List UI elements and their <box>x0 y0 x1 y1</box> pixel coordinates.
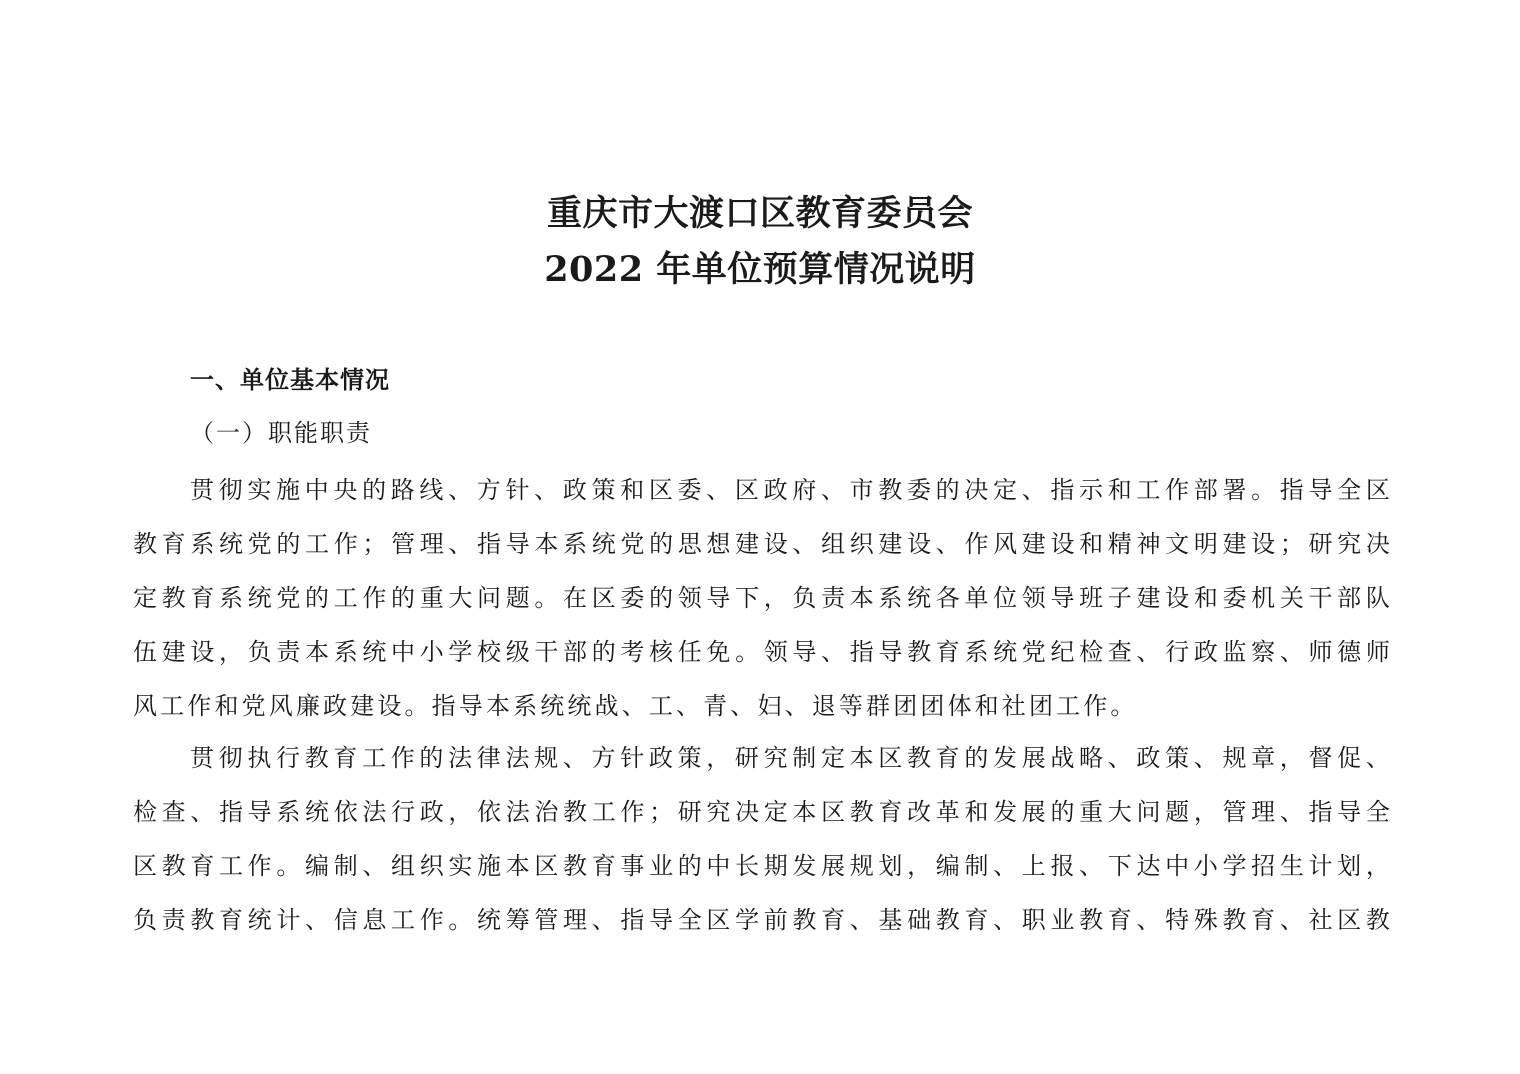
paragraph-line: 贯彻实施中央的路线、方针、政策和区委、区政府、市教委的决定、指示和工作部署。指导全区 <box>190 476 1393 504</box>
paragraph-line: 教育系统党的工作；管理、指导本系统党的思想建设、组织建设、作风建设和精神文明建设；研究决 <box>133 530 1393 558</box>
title-line-organization: 重庆市大渡口区教育委员会 <box>546 193 973 234</box>
paragraph-education-policy <box>133 731 1393 947</box>
paragraph-line: 检查、指导系统依法行政，依法治教工作；研究决定本区教育改革和发展的重大问题，管理、指导全 <box>133 798 1393 826</box>
paragraph-line: 风工作和党风廉政建设。指导本系统统战、工、青、妇、退等群团团体和社团工作。 <box>133 692 1138 720</box>
section-heading-basic-info: 一、单位基本情况 <box>190 366 390 394</box>
paragraph-line: 贯彻执行教育工作的法律法规、方针政策，研究制定本区教育的发展战略、政策、规章，督促、 <box>190 744 1393 772</box>
paragraph-line: 负责教育统计、信息工作。统筹管理、指导全区学前教育、基础教育、职业教育、特殊教育、社区教 <box>133 906 1393 934</box>
paragraph-party-work <box>133 463 1393 733</box>
paragraph-line: 区教育工作。编制、组织实施本区教育事业的中长期发展规划，编制、上报、下达中小学招生计划， <box>133 852 1393 880</box>
paragraph-line: 伍建设，负责本系统中小学校级干部的考核任免。领导、指导教育系统党纪检查、行政监察、师德师 <box>133 638 1393 666</box>
subsection-heading-duties: （一）职能职责 <box>190 419 372 447</box>
title-line-report: 2022 年单位预算情况说明 <box>544 249 976 290</box>
document-title <box>0 186 1520 298</box>
paragraph-line: 定教育系统党的工作的重大问题。在区委的领导下，负责本系统各单位领导班子建设和委机关干部队 <box>133 584 1393 612</box>
